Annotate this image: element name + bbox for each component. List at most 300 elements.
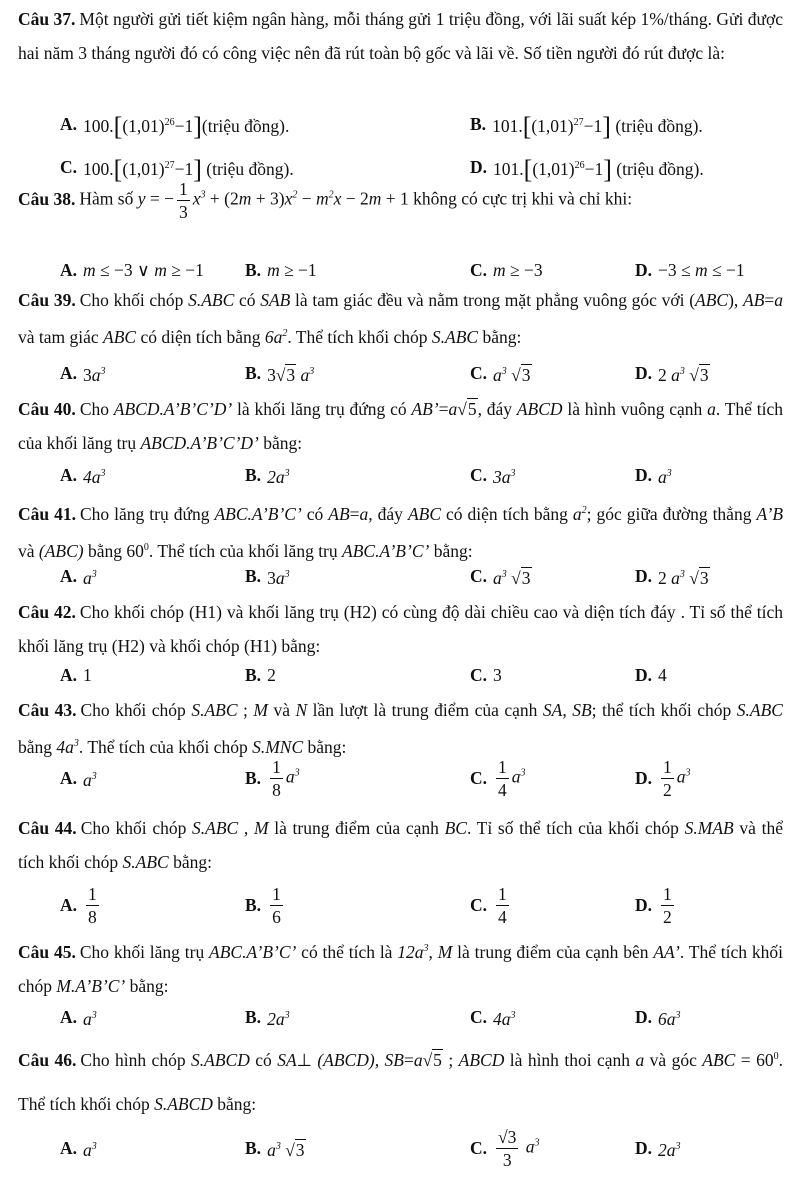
answer-content: [267, 999, 290, 1036]
fraction-numerator: 1: [272, 756, 281, 777]
text-run: ; góc giữa đường thẳng: [586, 504, 757, 524]
answer-content: [267, 355, 314, 392]
text-run: là khối lăng trụ đứng có: [232, 399, 412, 419]
answer-content: [658, 999, 681, 1036]
math-italic: M: [437, 942, 453, 962]
answer-option-a[interactable]: [60, 458, 106, 492]
square-root: [689, 364, 709, 385]
math-italic: S.ABC: [736, 700, 783, 720]
superscript: 3: [284, 1009, 290, 1021]
text-run: ;: [442, 1050, 459, 1070]
math-italic: SA, SB: [542, 700, 592, 720]
fraction-numerator: 1: [498, 883, 507, 904]
bracket: [: [113, 111, 123, 141]
math-italic: S.MAB: [684, 818, 734, 838]
answer-content: [267, 756, 300, 801]
fraction-denominator: 2: [663, 906, 672, 927]
superscript: 3: [309, 365, 315, 377]
superscript: 2: [282, 328, 288, 339]
question-43: [18, 693, 783, 764]
text-run: Một người gửi tiết kiệm ngân hàng, mỗi tháng gửi 1 triệu đồng, với lãi suất kép 1%/tháng. Gửi được hai năm 3 tháng người đó có công việc nên đã rút toàn bộ gốc và lãi về. Số tiền người đó rút được là:: [18, 9, 783, 63]
fraction: [496, 1126, 518, 1171]
answer-label: D.: [635, 566, 653, 586]
fraction: [661, 883, 674, 928]
answer-option-c[interactable]: [470, 1126, 540, 1170]
superscript: 3: [91, 568, 97, 580]
answer-option-b[interactable]: [245, 1000, 290, 1034]
answer-content: [267, 658, 276, 692]
bracket: ]: [603, 154, 612, 184]
question-number: Câu 37.: [18, 9, 76, 29]
answer-label: A.: [60, 768, 78, 788]
radicand: 3: [699, 567, 709, 588]
answer-content: [493, 883, 512, 928]
answer-option-d[interactable]: [635, 559, 710, 593]
answer-label: D.: [635, 768, 653, 788]
answer-label: A.: [60, 363, 78, 383]
answer-option-a[interactable]: [60, 356, 106, 390]
text-run: và góc: [644, 1050, 703, 1070]
question-number: Câu 45.: [18, 942, 76, 962]
answer-label: C.: [470, 363, 488, 383]
superscript: 3: [100, 365, 106, 377]
text-run: bằng:: [258, 433, 303, 453]
superscript: 2: [581, 505, 587, 516]
math-italic: SA: [277, 1050, 297, 1070]
answer-option-d[interactable]: [635, 658, 667, 692]
text-run: Cho khối chóp (H1) và khối lăng trụ (H2) có cùng độ dài chiều cao và diện tích đáy . Tỉ số thể tích khối lăng trụ (H2) và khối chóp (H1) bằng:: [18, 602, 783, 656]
text-run: . Thể tích khối chóp: [18, 942, 783, 996]
text-run: là hình vuông cạnh: [562, 399, 708, 419]
superscript: 3: [284, 568, 290, 580]
answer-content: [658, 558, 710, 595]
answer-content: [83, 106, 289, 143]
text-run: 4: [658, 665, 667, 685]
angle-hat: ^ ABC: [702, 1050, 735, 1070]
fraction-denominator: 8: [88, 906, 97, 927]
text-run: có: [301, 504, 329, 524]
answer-option-a[interactable]: [60, 253, 204, 287]
radicand: 3: [286, 364, 296, 385]
fraction-numerator: 1: [663, 756, 672, 777]
superscript: 3: [679, 568, 685, 580]
text-run: − 2: [341, 188, 369, 209]
superscript: 26: [164, 116, 175, 128]
superscript: 3: [284, 467, 290, 479]
math-italic: AB’: [411, 399, 439, 419]
answer-content: [83, 355, 106, 392]
math-italic: a: [676, 766, 686, 787]
superscript: 27: [573, 116, 584, 128]
answer-content: [267, 558, 290, 595]
answer-option-c[interactable]: [470, 883, 512, 927]
answer-option-c[interactable]: [470, 1000, 516, 1034]
answer-label: D.: [635, 1138, 653, 1158]
math-italic: m: [315, 188, 329, 209]
text-run: Cho khối chóp: [79, 290, 189, 310]
answer-label: B.: [245, 768, 262, 788]
fraction: [86, 883, 99, 928]
answer-option-a[interactable]: [60, 1000, 97, 1034]
answer-option-b[interactable]: [245, 559, 290, 593]
text-run: (1,01): [122, 115, 165, 136]
answer-content: [267, 253, 317, 287]
math-italic: M: [253, 818, 269, 838]
math-italic: a: [413, 1050, 423, 1070]
math-italic: a: [285, 766, 295, 787]
question-number: Câu 46.: [18, 1050, 77, 1070]
text-run: có: [234, 290, 261, 310]
text-run: ;: [237, 700, 254, 720]
question-number: Câu 44.: [18, 818, 77, 838]
math-italic: a: [83, 769, 92, 790]
text-run: 3: [493, 665, 502, 685]
question-38: [18, 178, 783, 223]
fraction: [496, 883, 509, 928]
text-run: 3: [267, 364, 276, 385]
answer-content: [493, 558, 531, 595]
bracket: ]: [602, 111, 611, 141]
radicand: 3: [295, 1139, 305, 1160]
math-italic: 6a: [658, 1008, 676, 1029]
math-italic: 6a: [264, 327, 283, 347]
math-italic: x: [284, 188, 293, 209]
text-run: −: [297, 188, 316, 209]
question-44: [18, 811, 783, 879]
math-italic: a: [448, 399, 458, 419]
radical-sign: √: [275, 364, 286, 385]
superscript: 3: [520, 767, 526, 779]
bracket: [: [522, 111, 532, 141]
text-run: bằng 60: [83, 541, 144, 561]
superscript: 3: [510, 467, 516, 479]
answer-option-c[interactable]: [470, 458, 516, 492]
answer-content: [83, 658, 92, 692]
answer-option-b[interactable]: [245, 1131, 306, 1165]
text-run: ≥ −1: [279, 260, 317, 280]
radical-sign: √: [457, 399, 467, 419]
text-run: ≥ −3: [505, 260, 543, 280]
text-run: có thể tích là: [296, 942, 398, 962]
fraction: [177, 178, 190, 223]
answer-label: D.: [635, 465, 653, 485]
text-run: (triệu đồng).: [201, 158, 294, 179]
square-root: [511, 567, 531, 588]
math-italic: ABCD: [458, 1050, 505, 1070]
answer-option-b[interactable]: [470, 107, 703, 141]
math-italic: a: [511, 766, 521, 787]
superscript: 3: [666, 467, 672, 479]
text-run: bằng:: [303, 737, 347, 757]
text-run: Cho lăng trụ đứng: [80, 504, 215, 524]
superscript: 3: [200, 189, 206, 201]
answer-option-c[interactable]: [470, 559, 532, 593]
text-run: 101.: [493, 158, 524, 179]
fraction-denominator: 4: [498, 906, 507, 927]
answer-content: [493, 355, 531, 392]
text-run: (1,01): [532, 158, 575, 179]
text-run: Cho hình chóp: [80, 1050, 192, 1070]
answer-label: C.: [470, 895, 488, 915]
question-number: Câu 40.: [18, 399, 76, 419]
text-run: . Thể tích của khối lăng trụ: [148, 541, 343, 561]
fraction-denominator: 3: [502, 1149, 512, 1170]
answer-option-d[interactable]: [635, 1131, 681, 1165]
fraction-denominator: 8: [272, 779, 281, 800]
superscript: 3: [510, 1009, 516, 1021]
answer-label: C.: [470, 768, 488, 788]
text-run: =: [403, 1050, 414, 1070]
math-italic: ABC: [103, 327, 137, 347]
math-italic: a: [671, 364, 680, 385]
math-italic: a: [493, 364, 502, 385]
answer-option-a[interactable]: [60, 107, 289, 141]
math-italic: a: [774, 290, 784, 310]
math-italic: BC: [444, 818, 467, 838]
fraction-denominator: 2: [663, 779, 672, 800]
math-italic: a: [658, 466, 667, 487]
answer-row: [0, 107, 800, 141]
math-italic: ABC.A’B’C’: [342, 541, 430, 561]
radical-sign: √: [689, 364, 699, 385]
answer-option-b[interactable]: [245, 356, 314, 390]
math-italic: a,: [359, 504, 373, 524]
answer-content: [267, 883, 286, 928]
radical-sign: √: [511, 364, 521, 385]
bracket: [: [523, 154, 533, 184]
text-run: Cho khối chóp: [80, 818, 193, 838]
fraction-numerator: √3: [498, 1126, 517, 1147]
text-run: bằng:: [168, 852, 212, 872]
math-italic: m: [267, 260, 280, 280]
answer-content: [493, 1126, 539, 1171]
math-italic: (ABC): [38, 541, 84, 561]
text-run: ,: [238, 818, 254, 838]
radical-sign: √: [689, 567, 699, 588]
math-italic: S.ABCD: [154, 1094, 213, 1114]
answer-content: [658, 355, 710, 392]
fraction: [496, 756, 509, 801]
math-italic: m: [695, 260, 708, 280]
answer-option-d[interactable]: [635, 756, 691, 800]
answer-label: C.: [470, 1138, 488, 1158]
text-run: 101.: [492, 115, 523, 136]
answer-option-a[interactable]: [60, 559, 97, 593]
answer-option-b[interactable]: [245, 756, 300, 800]
answer-label: A.: [60, 566, 78, 586]
math-italic: a: [275, 567, 285, 588]
math-italic: AB: [743, 290, 765, 310]
answer-option-d[interactable]: [635, 458, 672, 492]
math-italic: a: [83, 1008, 92, 1029]
answer-option-b[interactable]: [245, 883, 286, 927]
answer-content: [493, 658, 502, 692]
answer-option-d[interactable]: [635, 883, 677, 927]
square-root: [457, 398, 477, 419]
question-number: Câu 42.: [18, 602, 76, 622]
math-italic: SAB: [260, 290, 291, 310]
math-italic: M: [253, 700, 268, 720]
text-run: −1: [174, 115, 194, 136]
answer-option-c[interactable]: [470, 253, 543, 287]
superscript: 3: [294, 767, 300, 779]
answer-label: D.: [635, 363, 653, 383]
square-root: [285, 1139, 305, 1160]
text-run: ,: [428, 942, 438, 962]
answer-label: B.: [245, 566, 262, 586]
math-italic: a: [300, 364, 310, 385]
text-run: + 3): [251, 188, 285, 209]
answer-row: [0, 356, 800, 390]
answer-row: [0, 883, 800, 927]
answer-option-a[interactable]: [60, 761, 97, 795]
answer-content: [267, 457, 290, 494]
answer-option-a[interactable]: [60, 1131, 97, 1165]
answer-option-d[interactable]: [635, 253, 745, 287]
answer-option-b[interactable]: [245, 458, 290, 492]
math-italic: ABCD: [516, 399, 563, 419]
question-number: Câu 43.: [18, 700, 77, 720]
question-37: [18, 2, 783, 70]
radical-sign: √: [285, 1139, 295, 1160]
text-run: ≤ −3 ∨: [95, 260, 155, 280]
text-run: −3 ≤: [658, 260, 695, 280]
superscript: 3: [501, 568, 507, 580]
text-run: ),: [728, 290, 743, 310]
fraction: [661, 756, 674, 801]
math-italic: S.ABC: [188, 290, 235, 310]
answer-content: [658, 883, 677, 928]
answer-row: [0, 458, 800, 492]
answer-option-d[interactable]: [635, 1000, 681, 1034]
math-italic: S.ABC: [431, 327, 479, 347]
superscript: 3: [679, 365, 685, 377]
text-run: (1,01): [531, 115, 574, 136]
math-italic: 2a: [267, 466, 285, 487]
math-italic: ABC.A’B’C’: [214, 504, 302, 524]
superscript: 3: [685, 767, 691, 779]
math-italic: m: [83, 260, 96, 280]
math-italic: S.ABC: [191, 700, 238, 720]
superscript: 3: [73, 738, 79, 749]
answer-row: [0, 253, 800, 287]
text-run: 3: [83, 364, 92, 385]
text-run: . Thể tích của khối chóp: [78, 737, 253, 757]
radical-sign: √: [511, 567, 521, 588]
text-run: Cho khối lăng trụ: [79, 942, 210, 962]
text-run: bằng: [18, 737, 57, 757]
fraction-denominator: 3: [178, 202, 188, 222]
text-run: , đáy: [477, 399, 517, 419]
superscript: 0: [773, 1051, 779, 1062]
superscript: 3: [675, 1140, 681, 1152]
text-run: có diện tích bằng: [136, 327, 265, 347]
math-italic: a: [83, 567, 92, 588]
math-italic: (ABCD), SB: [317, 1050, 404, 1070]
answer-option-a[interactable]: [60, 883, 102, 927]
answer-option-b[interactable]: [245, 253, 317, 287]
answer-label: C.: [60, 157, 78, 177]
square-root: [423, 1049, 443, 1070]
math-italic: x: [192, 188, 201, 209]
text-run: và thể tích khối chóp: [18, 818, 783, 872]
answer-option-c[interactable]: [470, 356, 532, 390]
answer-content: [83, 1130, 97, 1167]
math-italic: ABC: [407, 504, 441, 524]
text-run: đáy: [372, 504, 408, 524]
fraction: [270, 883, 283, 928]
answer-label: A.: [60, 114, 78, 134]
text-run: bằng:: [212, 1094, 257, 1114]
bracket: [: [113, 154, 123, 184]
answer-content: [493, 457, 516, 494]
answer-option-c[interactable]: [470, 658, 502, 692]
math-italic: 2a: [658, 1139, 676, 1160]
math-italic: S.ABC: [192, 818, 239, 838]
text-run: −1: [174, 158, 194, 179]
superscript: 3: [423, 943, 429, 954]
answer-label: B.: [245, 363, 262, 383]
text-run: ≤ −1: [707, 260, 745, 280]
answer-content: [492, 106, 703, 143]
math-italic: ABC.A’B’C’: [209, 942, 297, 962]
math-italic: N: [295, 700, 308, 720]
answer-content: [493, 999, 516, 1036]
radicand: 5: [467, 399, 477, 419]
answer-content: [83, 883, 102, 928]
answer-content: [83, 999, 97, 1036]
superscript: 3: [501, 365, 507, 377]
answer-content: [83, 253, 204, 287]
answer-label: C.: [470, 465, 488, 485]
fraction-denominator: 6: [272, 906, 281, 927]
superscript: 27: [164, 159, 175, 171]
math-italic: x: [333, 188, 342, 209]
text-run: bằng:: [478, 327, 522, 347]
answer-option-d[interactable]: [635, 356, 710, 390]
answer-content: [493, 253, 543, 287]
answer-content: [493, 756, 526, 801]
math-italic: ABCD.A’B’C’D’: [113, 399, 233, 419]
answer-label: B.: [245, 465, 262, 485]
answer-label: D.: [635, 260, 653, 280]
text-run: . Tỉ số thể tích của khối chóp: [466, 818, 685, 838]
radicand: 3: [699, 364, 709, 385]
text-run: 3: [267, 567, 276, 588]
answer-row: [0, 1126, 800, 1170]
question-45: [18, 932, 783, 1003]
answer-option-a[interactable]: [60, 658, 92, 692]
question-number: Câu 39.: [18, 290, 76, 310]
answer-option-b[interactable]: [245, 658, 276, 692]
text-run: bằng:: [125, 976, 169, 996]
fraction-numerator: 1: [178, 179, 188, 199]
answer-label: B.: [245, 895, 262, 915]
fraction: [270, 756, 283, 801]
answer-label: D.: [635, 1007, 653, 1027]
square-root: [689, 567, 709, 588]
math-italic: 2a: [267, 1008, 285, 1029]
text-run: =: [349, 504, 360, 524]
text-run: ⊥: [296, 1050, 318, 1070]
superscript: 26: [574, 159, 585, 171]
answer-label: D.: [635, 895, 653, 915]
math-italic: a: [493, 567, 502, 588]
math-italic: AA’: [653, 942, 680, 962]
bracket: ]: [193, 111, 202, 141]
answer-option-c[interactable]: [470, 756, 526, 800]
text-run: =: [764, 290, 775, 310]
